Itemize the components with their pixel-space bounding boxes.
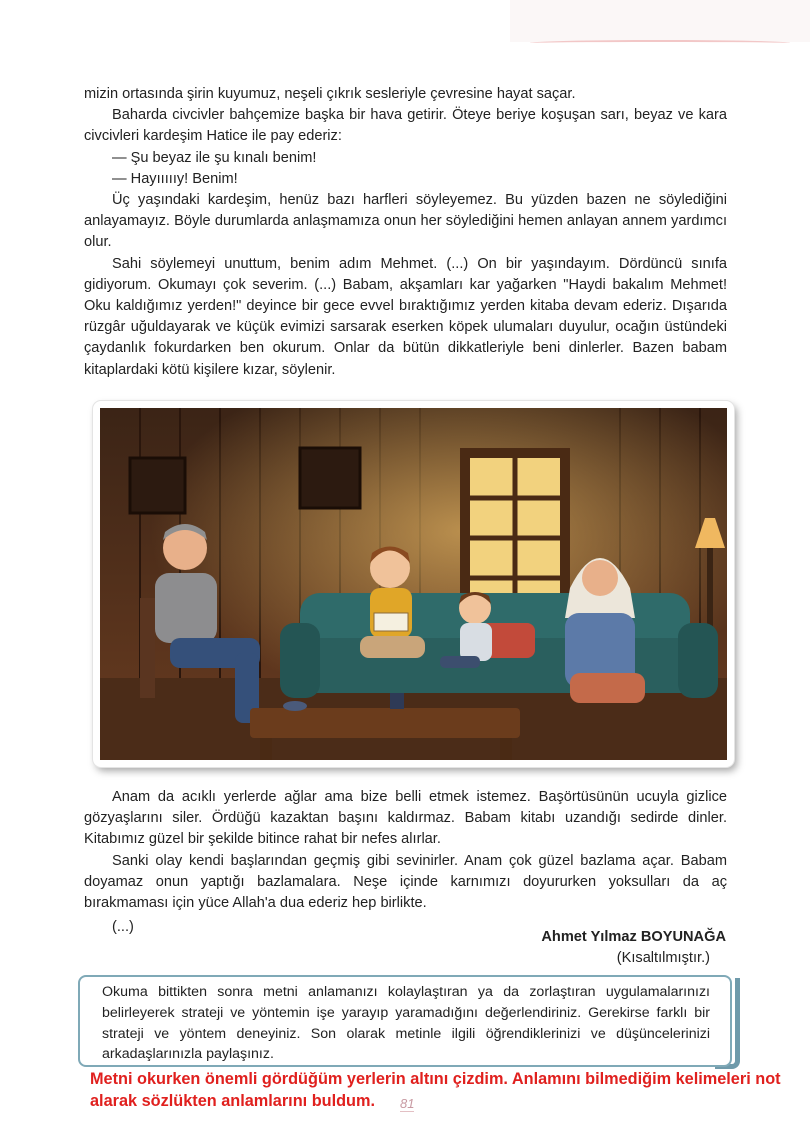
author-name: Ahmet Yılmaz BOYUNAĞA xyxy=(541,929,726,945)
page-number: 81 xyxy=(400,1096,415,1111)
paragraph: Sahi söylemeyi unuttum, benim adım Mehmet. (...) On bir yaşındayım. Dördüncü sınıfa gidiyorum. Okumayı çok severim. (...) Babam, akşamları kar yağarken "Haydi bakalım Mehmet! Oku kaldığımız yerden!" deyince bir gece evvel bıraktığımız yerden kitaba devam ederiz. Dışarıda rüzgâr uğuldayarak ve küçük evimizi sarsarak eserken köpek ulumaları duyulur, ocağın üstündeki çaydanlık fokurdarken ben okurum. Onlar da bütün dikkatleriyle beni dinlerler. Bazen babam kitaplardaki kötü kişilere kızar, söylenir. xyxy=(84,255,727,378)
paragraph: Sanki olay kendi başlarından geçmiş gibi sevinirler. Anam çok güzel bazlama açar. Babam doyamaz onun yaptığı bazlamalara. Neşe içinde karnımızı doyururken yoksulları da aç bırakmaması için yüce Allah'a dua ederiz hep birlikte. xyxy=(84,852,727,912)
instruction-box xyxy=(78,975,732,1067)
student-answer: Metni okurken önemli gördüğüm yerlerin altını çizdim. Anlamını bilmediğim kelimeleri not alarak sözlükten anlamlarını buldum. xyxy=(90,1070,781,1110)
family-reading-illustration xyxy=(93,401,734,767)
header-swoosh xyxy=(530,40,790,46)
header-band xyxy=(510,0,810,42)
illustration-scene xyxy=(100,408,727,760)
omission-mark: (...) xyxy=(112,919,134,935)
paragraph: Anam da acıklı yerlerde ağlar ama bize belli etmek istemez. Başörtüsünün ucuyla gizlice gözyaşlarını siler. Ördüğü kazaktan başını kaldırmaz. Babam kitabı uzandığı sedirde dinler. Kitabımız güzel bir şekilde bitince rahat bir nefes alırlar. xyxy=(84,789,727,848)
paragraph: mizin ortasında şirin kuyumuz, neşeli çıkrık sesleriyle çevresine hayat saçar. xyxy=(84,86,576,102)
paragraph: Üç yaşındaki kardeşim, henüz bazı harfleri söyleyemez. Bu yüzden bazen ne söylediğini anlayamayız. Böyle durumlarda anlaşmamıza onun her söylediğini hemen anlayan annem yardımcı olur. xyxy=(84,192,727,251)
instruction-text: Okuma bittikten sonra metni anlamanızı kolaylaştıran ya da zorlaştıran uygulamalarınızı belirleyerek strateji ve yöntemin işe yarayıp yaramadığını değerlendiriniz. Gerekirse farklı bir strateji ve yöntem deneyiniz. Son olarak metinle ilgili öğrendiklerinizi ve düşüncelerinizi arkadaşlarınızla paylaşınız. xyxy=(102,984,710,1063)
dialogue-line: — Hayıııııy! Benim! xyxy=(112,170,238,187)
story-text-bottom xyxy=(84,787,727,914)
dialogue-line: — Şu beyaz ile şu kınalı benim! xyxy=(112,149,317,166)
story-text-top xyxy=(84,84,727,381)
abridged-note: (Kısaltılmıştır.) xyxy=(616,950,710,966)
paragraph: Baharda civcivler bahçemize başka bir hava getirir. Öteye beriye koşuşan sarı, beyaz ve kara civcivleri kardeşim Hatice ile pay ederiz: xyxy=(84,107,727,145)
